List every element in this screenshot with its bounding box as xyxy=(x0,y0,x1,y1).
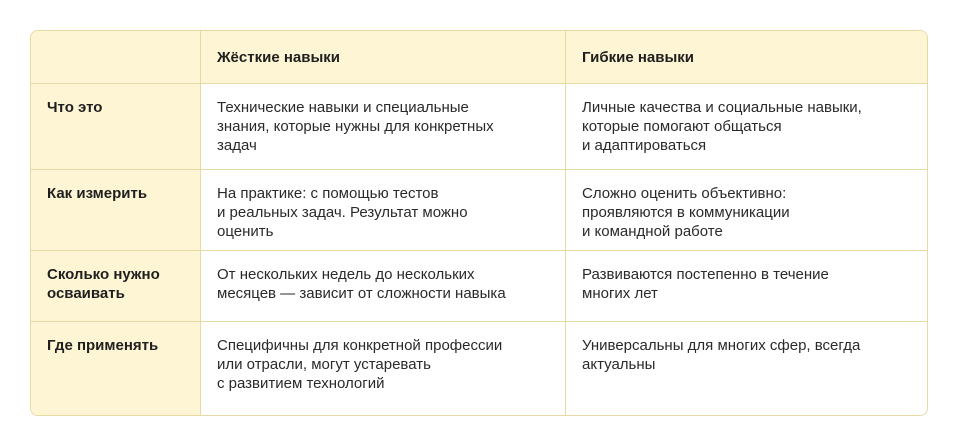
header-corner-cell xyxy=(31,31,201,84)
cell-soft-where-to-apply: Универсальны для многих сфер, всегда актуальны xyxy=(566,322,928,416)
comparison-table xyxy=(30,30,928,416)
cell-hard-how-to-measure: На практике: с помощью тестов и реальных задач. Результат можно оценить xyxy=(201,170,566,251)
row-label-how-to-measure: Как измерить xyxy=(31,170,201,251)
header-hard-skills: Жёсткие навыки xyxy=(201,31,566,84)
cell-soft-time-to-learn: Развиваются постепенно в течение многих лет xyxy=(566,251,928,322)
row-label-time-to-learn: Сколько нужно осваивать xyxy=(31,251,201,322)
cell-soft-what-is-it: Личные качества и социальные навыки, которые помогают общаться и адаптироваться xyxy=(566,84,928,170)
row-label-where-to-apply: Где применять xyxy=(31,322,201,416)
cell-hard-time-to-learn: От нескольких недель до нескольких месяцев — зависит от сложности навыка xyxy=(201,251,566,322)
cell-soft-how-to-measure: Сложно оценить объективно: проявляются в коммуникации и командной работе xyxy=(566,170,928,251)
header-soft-skills: Гибкие навыки xyxy=(566,31,928,84)
row-label-what-is-it: Что это xyxy=(31,84,201,170)
cell-hard-where-to-apply: Специфичны для конкретной профессии или отрасли, могут устаревать с развитием технологий xyxy=(201,322,566,416)
cell-hard-what-is-it: Технические навыки и специальные знания, которые нужны для конкретных задач xyxy=(201,84,566,170)
